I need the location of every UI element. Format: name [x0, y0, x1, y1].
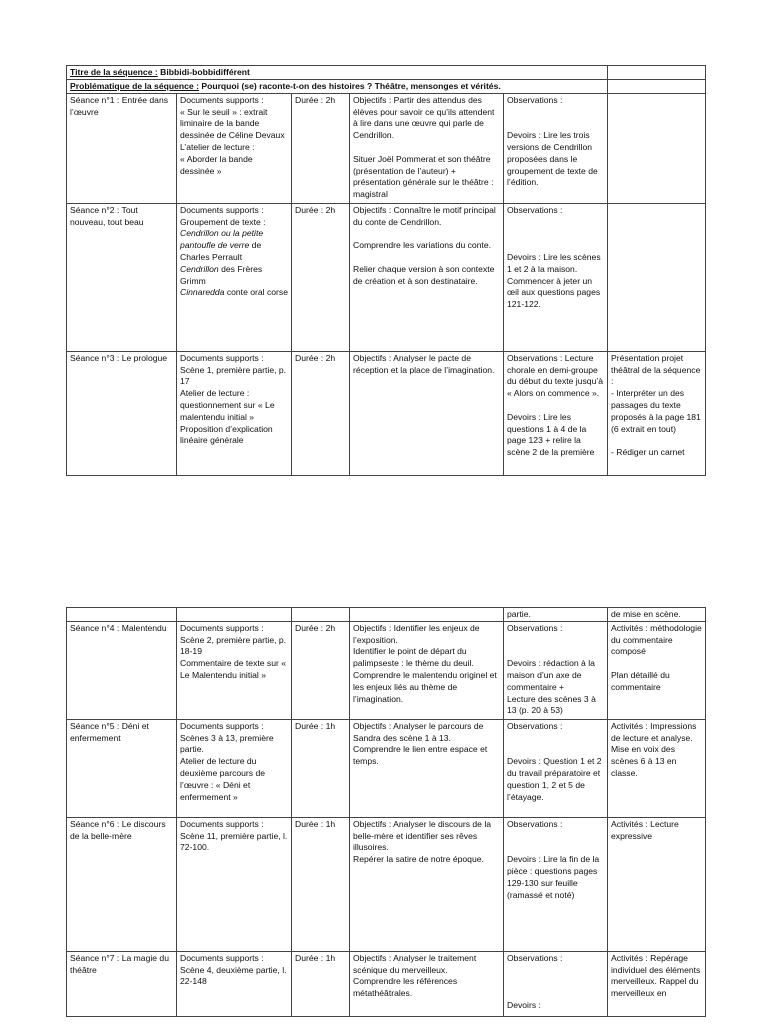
observations-text: Observations : Devoirs : Question 1 et 2 du travail préparatoire et question 1, 2 et 5 de l’étayage.	[507, 720, 602, 802]
objectifs-text: Objectifs : Partir des attendus des élèves pour savoir ce qu’ils attendent à lire dans une œuvre qui parle de Cendrillon. Situer Joël Pommerat et son théâtre (présentation de l’auteur) + présentation générale sur le théâtre : magistral	[353, 94, 495, 200]
objectifs-cell	[350, 719, 504, 817]
observations-text: Observations : Devoirs : rédaction à la maison d’un axe de commentaire + Lecture des scènes 3 à 13 (p. 20 à 53)	[507, 622, 596, 716]
work-title: Cendrillon	[180, 263, 219, 274]
duree-text: Durée : 2h	[295, 622, 336, 633]
objectifs-cell	[350, 203, 504, 351]
work-title: Cendrillon ou la petite pantoufle de verre	[180, 228, 266, 251]
objectifs-text: Objectifs : Analyser le pacte de réception et la place de l’imagination.	[353, 352, 495, 375]
docs-cell	[177, 719, 292, 817]
extra-cell	[608, 203, 706, 351]
seance-cell	[67, 351, 177, 475]
docs-text: Documents supports : Scène 2, première partie, p. 18-19 Commentaire de texte sur « Le Malentendu initial »	[180, 622, 287, 680]
seance-title: Séance n°1 : Entrée dans l’œuvre	[70, 94, 171, 117]
sequence-title-value: Bibbidi-bobbidifférent	[157, 67, 250, 77]
sequence-table-page-2	[66, 607, 706, 1017]
objectifs-cell	[350, 817, 504, 951]
docs-text: Documents supports : Scène 11, première partie, l. 72-100.	[180, 818, 288, 853]
table-row	[67, 621, 706, 719]
sequence-table-page-1	[66, 65, 706, 476]
table-row	[67, 817, 706, 951]
seance-cell	[67, 951, 177, 1016]
observations-text: Observations : Devoirs : Lire la fin de la pièce : questions pages 129-130 sur feuille (ramassé et noté)	[507, 818, 600, 900]
duree-cell	[292, 621, 350, 719]
table-row	[67, 203, 706, 351]
objectifs-text: Objectifs : Analyser le traitement scénique du merveilleux. Comprendre les références métathéâtrales.	[353, 952, 477, 999]
observations-cell	[504, 351, 608, 475]
duree-cell	[292, 93, 350, 203]
duree-text: Durée : 1h	[295, 952, 336, 963]
work-title: Cinnaredda	[180, 287, 225, 298]
duree-cell	[292, 817, 350, 951]
continuation-row	[67, 608, 706, 622]
seance-title: Séance n°5 : Déni et enfermement	[70, 720, 152, 743]
sequence-title-label: Titre de la séquence :	[70, 67, 158, 77]
extra-cell	[608, 621, 706, 719]
objectifs-cell	[350, 621, 504, 719]
objectifs-text: Objectifs : Analyser le parcours de Sandra des scène 1 à 13. Comprendre le lien entre espace et temps.	[353, 720, 488, 767]
extra-continued: de mise en scène.	[608, 608, 706, 622]
seance-cell	[67, 93, 177, 203]
docs-cell	[177, 93, 292, 203]
problem-value: Pourquoi (se) raconte-t-on des histoires ? Théâtre, mensonges et vérités.	[198, 81, 501, 91]
duree-text: Durée : 1h	[295, 818, 336, 829]
seance-cell	[67, 719, 177, 817]
seance-cell	[67, 621, 177, 719]
table-row	[67, 93, 706, 203]
docs-item	[180, 264, 288, 288]
docs-item	[180, 228, 288, 263]
duree-text: Durée : 2h	[295, 204, 336, 215]
extra-cell	[608, 351, 706, 475]
work-author: conte oral corse	[224, 287, 288, 298]
extra-cell	[608, 719, 706, 817]
problem-label: Problématique de la séquence :	[70, 81, 199, 91]
objectifs-cell	[350, 93, 504, 203]
duree-text: Durée : 2h	[295, 352, 336, 363]
duree-cell	[292, 351, 350, 475]
observations-cell	[504, 93, 608, 203]
duree-text: Durée : 2h	[295, 94, 336, 105]
docs-cell	[177, 621, 292, 719]
seance-cell	[67, 817, 177, 951]
seance-title: Séance n°4 : Malentendu	[70, 622, 167, 633]
docs-text: Documents supports : Scènes 3 à 13, première partie. Atelier de lecture du deuxième parcours de l’œuvre : « Déni et enfermement »	[180, 720, 274, 802]
duree-cell	[292, 951, 350, 1016]
observations-continued: partie.	[504, 608, 608, 622]
docs-text: Documents supports : Scène 4, deuxième partie, l. 22-148	[180, 952, 287, 987]
docs-text: Documents supports : « Sur le seuil » : extrait liminaire de la bande dessinée de Céline Devaux L’atelier de lecture : « Aborder la bande dessinée »	[180, 94, 285, 176]
extra-text: Présentation projet théâtral de la séquence : - Interpréter un des passages du texte proposés à la page 181 (6 extrait en tout) - Rédiger un carnet	[611, 352, 701, 458]
docs-item	[180, 287, 288, 299]
observations-cell	[504, 203, 608, 351]
docs-cell	[177, 951, 292, 1016]
observations-text: Observations : Lecture chorale en demi-groupe du début du texte jusqu’à « Alors on commence ». Devoirs : Lire les questions 1 à 4 de la page 123 + relire la scène 2 de la première	[507, 352, 604, 458]
extra-cell	[608, 951, 706, 1016]
objectifs-cell	[350, 951, 504, 1016]
extra-text: Activités : méthodologie du commentaire composé Plan détaillé du commentaire	[611, 622, 702, 692]
table-row	[67, 351, 706, 475]
extra-text: Activités : Lecture expressive	[611, 818, 682, 841]
seance-title: Séance n°7 : La magie du théâtre	[70, 952, 172, 975]
seance-title: Séance n°3 : Le prologue	[70, 352, 168, 363]
work-author: de Charles Perrault	[180, 240, 264, 262]
seance-title: Séance n°6 : Le discours de la belle-mère	[70, 818, 169, 841]
docs-cell	[177, 817, 292, 951]
work-author: des Frères Grimm	[180, 263, 265, 286]
extra-cell	[608, 817, 706, 951]
observations-cell	[504, 817, 608, 951]
problem-row	[67, 80, 706, 94]
seance-cell	[67, 203, 177, 351]
table-row	[67, 719, 706, 817]
docs-text: Documents supports : Groupement de texte :	[180, 204, 266, 227]
extra-cell	[608, 93, 706, 203]
observations-cell	[504, 951, 608, 1016]
docs-text: Documents supports : Scène 1, première partie, p. 17 Atelier de lecture : questionnement sur « Le malentendu initial » Proposition d’explication linéaire générale	[180, 352, 287, 446]
table-row	[67, 951, 706, 1016]
docs-cell	[177, 351, 292, 475]
objectifs-text: Objectifs : Connaître le motif principal du conte de Cendrillon. Comprendre les variations du conte. Relier chaque version à son contexte de création et à son destinataire.	[353, 204, 496, 286]
observations-cell	[504, 621, 608, 719]
observations-text: Observations : Devoirs :	[507, 952, 563, 1010]
seance-title: Séance n°2 : Tout nouveau, tout beau	[70, 204, 144, 227]
objectifs-text: Objectifs : Identifier les enjeux de l’exposition. Identifier le point de départ du palimpseste : le thème du deuil. Comprendre le malentendu originel et les enjeux liés au thème de l’imagination.	[353, 622, 497, 704]
docs-cell	[177, 203, 292, 351]
extra-text: Activités : Repérage individuel des éléments merveilleux. Rappel du merveilleux en	[611, 952, 703, 999]
duree-cell	[292, 719, 350, 817]
duree-cell	[292, 203, 350, 351]
observations-text: Observations : Devoirs : Lire les trois versions de Cendrillon proposées dans le groupement de texte de l’édition.	[507, 94, 598, 188]
objectifs-text: Objectifs : Analyser le discours de la belle-mère et identifier ses rêves illusoires. Repérer la satire de notre époque.	[353, 818, 492, 865]
duree-text: Durée : 1h	[295, 720, 336, 731]
objectifs-cell	[350, 351, 504, 475]
observations-cell	[504, 719, 608, 817]
observations-text: Observations : Devoirs : Lire les scènes 1 et 2 à la maison. Commencer à jeter un œil aux questions pages 121-122.	[507, 204, 601, 310]
extra-text: Activités : Impressions de lecture et analyse. Mise en voix des scènes 6 à 13 en classe.	[611, 720, 699, 778]
title-row	[67, 66, 706, 80]
